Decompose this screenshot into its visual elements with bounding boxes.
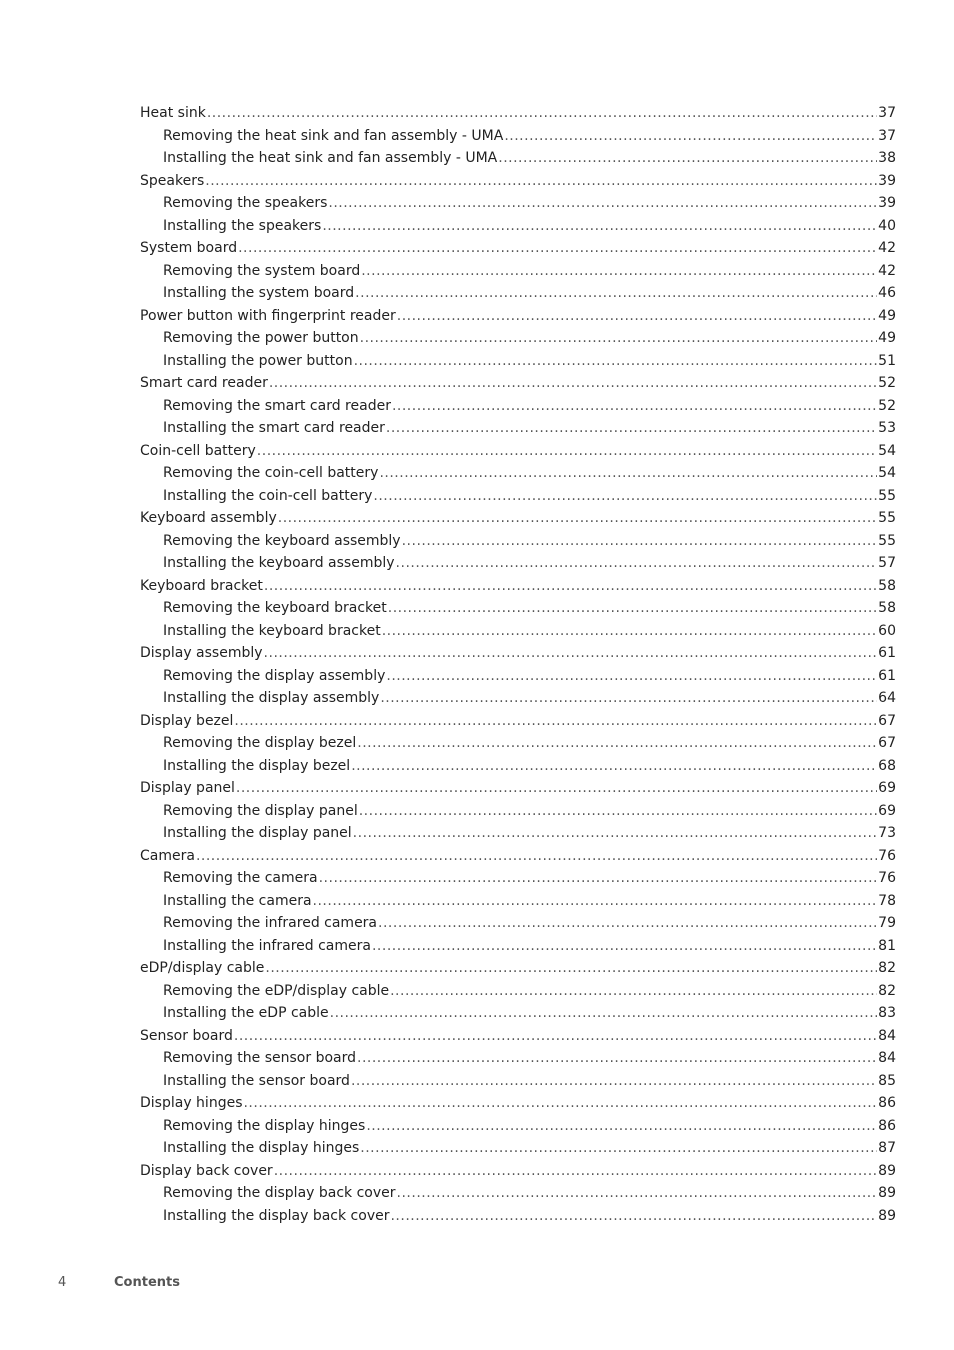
toc-entry-title: Installing the keyboard assembly bbox=[163, 555, 395, 571]
toc-entry[interactable] bbox=[140, 642, 896, 665]
toc-entry-title: Sensor board bbox=[140, 1027, 233, 1044]
toc-entry-title: Installing the keyboard bracket bbox=[163, 622, 381, 639]
toc-entry-title: Installing the sensor board bbox=[163, 1072, 350, 1089]
toc-entry-title: Installing the coin-cell battery bbox=[163, 487, 373, 504]
toc-entry-title: Keyboard bracket bbox=[140, 577, 263, 594]
toc-entry-page: 69 bbox=[878, 780, 896, 796]
toc-entry-page: 61 bbox=[878, 667, 896, 684]
toc-entry[interactable] bbox=[140, 485, 896, 508]
toc-entry[interactable] bbox=[140, 305, 896, 328]
toc-entry[interactable] bbox=[140, 530, 896, 553]
toc-entry[interactable] bbox=[140, 665, 896, 688]
toc-entry-page: 69 bbox=[878, 802, 896, 819]
toc-entry-page: 49 bbox=[878, 330, 896, 346]
toc-dot-leader bbox=[396, 552, 878, 575]
toc-entry-page: 76 bbox=[878, 870, 896, 886]
toc-dot-leader bbox=[402, 530, 878, 553]
toc-dot-leader bbox=[390, 980, 877, 1003]
toc-entry-title: Removing the smart card reader bbox=[163, 397, 391, 414]
toc-entry[interactable] bbox=[140, 1115, 896, 1138]
toc-dot-leader bbox=[388, 597, 877, 620]
toc-entry-page: 60 bbox=[878, 622, 896, 639]
toc-entry-page: 89 bbox=[878, 1162, 896, 1179]
toc-entry-page: 86 bbox=[878, 1117, 896, 1134]
toc-dot-leader bbox=[498, 147, 877, 170]
toc-entry-title: System board bbox=[140, 240, 238, 256]
toc-entry-title: Removing the display assembly bbox=[163, 667, 386, 684]
toc-entry-title: Keyboard assembly bbox=[140, 510, 277, 526]
toc-dot-leader bbox=[357, 1047, 877, 1070]
footer-page-number: 4 bbox=[58, 1275, 67, 1290]
toc-entry[interactable] bbox=[140, 147, 896, 170]
toc-entry-title: Removing the infrared camera bbox=[163, 915, 378, 931]
toc-entry-page: 55 bbox=[878, 487, 896, 504]
toc-entry[interactable] bbox=[140, 462, 896, 485]
toc-entry-page: 42 bbox=[878, 240, 896, 256]
toc-entry[interactable] bbox=[140, 800, 896, 823]
toc-entry-title: Heat sink bbox=[140, 105, 206, 121]
toc-entry-page: 84 bbox=[878, 1027, 896, 1044]
toc-entry-page: 84 bbox=[878, 1050, 896, 1066]
toc-entry-title: Display bezel bbox=[140, 712, 234, 729]
toc-dot-leader bbox=[319, 867, 878, 890]
toc-entry-title: Removing the display panel bbox=[163, 802, 358, 819]
toc-entry-page: 37 bbox=[878, 105, 896, 121]
toc-entry[interactable] bbox=[140, 102, 896, 125]
toc-dot-leader bbox=[380, 687, 877, 710]
toc-dot-leader bbox=[274, 1160, 877, 1183]
toc-entry-title: Installing the display back cover bbox=[163, 1207, 390, 1224]
toc-entry[interactable] bbox=[140, 620, 896, 643]
toc-entry[interactable] bbox=[140, 260, 896, 283]
toc-entry-page: 89 bbox=[878, 1185, 896, 1201]
toc-dot-leader bbox=[361, 260, 877, 283]
toc-dot-leader bbox=[322, 215, 877, 238]
toc-entry-page: 52 bbox=[878, 397, 896, 414]
toc-entry-page: 89 bbox=[878, 1207, 896, 1224]
toc-entry-title: Installing the camera bbox=[163, 892, 312, 909]
toc-entry-page: 78 bbox=[878, 892, 896, 909]
toc-entry[interactable] bbox=[140, 957, 896, 980]
toc-dot-leader bbox=[397, 305, 877, 328]
toc-dot-leader bbox=[366, 1115, 877, 1138]
toc-dot-leader bbox=[360, 327, 878, 350]
toc-entry-title: Removing the sensor board bbox=[163, 1050, 356, 1066]
toc-entry[interactable] bbox=[140, 890, 896, 913]
toc-dot-leader bbox=[378, 912, 877, 935]
toc-entry[interactable] bbox=[140, 552, 896, 575]
toc-entry[interactable] bbox=[140, 822, 896, 845]
toc-entry[interactable] bbox=[140, 125, 896, 148]
toc-entry[interactable] bbox=[140, 417, 896, 440]
toc-entry-title: Removing the display back cover bbox=[163, 1185, 396, 1201]
toc-dot-leader bbox=[234, 710, 877, 733]
toc-entry-page: 54 bbox=[878, 465, 896, 481]
toc-entry[interactable] bbox=[140, 980, 896, 1003]
toc-entry-title: Installing the display panel bbox=[163, 825, 352, 841]
toc-entry-page: 58 bbox=[878, 600, 896, 616]
toc-entry-title: Display panel bbox=[140, 780, 235, 796]
toc-entry[interactable] bbox=[140, 1092, 896, 1115]
toc-entry-title: Display assembly bbox=[140, 645, 263, 661]
toc-dot-leader bbox=[392, 395, 877, 418]
toc-entry-page: 86 bbox=[878, 1095, 896, 1111]
toc-entry[interactable] bbox=[140, 1047, 896, 1070]
toc-entry[interactable] bbox=[140, 935, 896, 958]
table-of-contents bbox=[140, 102, 896, 1227]
toc-entry-page: 39 bbox=[878, 195, 896, 211]
toc-entry[interactable] bbox=[140, 845, 896, 868]
toc-dot-leader bbox=[243, 1092, 877, 1115]
toc-entry[interactable] bbox=[140, 1205, 896, 1228]
toc-entry-page: 54 bbox=[878, 442, 896, 459]
toc-dot-leader bbox=[257, 440, 877, 463]
toc-entry[interactable] bbox=[140, 1182, 896, 1205]
toc-entry-title: Coin-cell battery bbox=[140, 442, 256, 459]
toc-entry-title: Smart card reader bbox=[140, 375, 268, 391]
toc-entry-title: Installing the display bezel bbox=[163, 757, 351, 774]
toc-entry-page: 51 bbox=[878, 352, 896, 369]
toc-entry-page: 64 bbox=[878, 690, 896, 706]
toc-entry-title: Installing the speakers bbox=[163, 217, 322, 234]
toc-dot-leader bbox=[357, 732, 877, 755]
toc-dot-leader bbox=[353, 822, 878, 845]
toc-dot-leader bbox=[373, 485, 877, 508]
toc-entry[interactable] bbox=[140, 327, 896, 350]
toc-entry-page: 81 bbox=[878, 937, 896, 954]
toc-entry-page: 85 bbox=[878, 1072, 896, 1089]
toc-dot-leader bbox=[205, 170, 877, 193]
toc-dot-leader bbox=[196, 845, 877, 868]
toc-entry[interactable] bbox=[140, 710, 896, 733]
toc-dot-leader bbox=[278, 507, 877, 530]
toc-entry-title: Installing the smart card reader bbox=[163, 420, 385, 436]
toc-dot-leader bbox=[504, 125, 877, 148]
toc-entry-title: Removing the display hinges bbox=[163, 1117, 366, 1134]
toc-entry-title: Removing the coin-cell battery bbox=[163, 465, 379, 481]
toc-entry-title: eDP/display cable bbox=[140, 960, 265, 976]
toc-entry-page: 82 bbox=[878, 982, 896, 999]
toc-dot-leader bbox=[390, 1205, 877, 1228]
toc-entry-title: Installing the display hinges bbox=[163, 1140, 360, 1156]
toc-dot-leader bbox=[207, 102, 877, 125]
toc-dot-leader bbox=[382, 620, 877, 643]
toc-entry[interactable] bbox=[140, 1025, 896, 1048]
toc-entry-page: 82 bbox=[878, 960, 896, 976]
toc-dot-leader bbox=[234, 1025, 877, 1048]
toc-entry-title: Speakers bbox=[140, 172, 205, 189]
toc-dot-leader bbox=[359, 800, 877, 823]
toc-entry-page: 57 bbox=[878, 555, 896, 571]
toc-entry[interactable] bbox=[140, 597, 896, 620]
toc-dot-leader bbox=[264, 642, 878, 665]
toc-entry-page: 76 bbox=[878, 847, 896, 864]
toc-entry-title: Installing the display assembly bbox=[163, 690, 380, 706]
toc-entry-page: 79 bbox=[878, 915, 896, 931]
toc-dot-leader bbox=[313, 890, 878, 913]
toc-entry[interactable] bbox=[140, 1070, 896, 1093]
toc-entry-title: Installing the eDP cable bbox=[163, 1005, 329, 1021]
toc-dot-leader bbox=[360, 1137, 877, 1160]
toc-entry-title: Removing the camera bbox=[163, 870, 318, 886]
toc-dot-leader bbox=[355, 282, 877, 305]
toc-entry-title: Removing the keyboard bracket bbox=[163, 600, 387, 616]
toc-dot-leader bbox=[238, 237, 877, 260]
toc-entry[interactable] bbox=[140, 777, 896, 800]
toc-dot-leader bbox=[354, 350, 878, 373]
toc-entry[interactable] bbox=[140, 1002, 896, 1025]
toc-entry-page: 55 bbox=[878, 510, 896, 526]
toc-entry[interactable] bbox=[140, 440, 896, 463]
toc-dot-leader bbox=[351, 1070, 877, 1093]
toc-dot-leader bbox=[269, 372, 877, 395]
toc-dot-leader bbox=[386, 665, 877, 688]
toc-entry-title: Display hinges bbox=[140, 1095, 243, 1111]
toc-entry-title: Installing the system board bbox=[163, 285, 355, 301]
toc-entry-title: Removing the eDP/display cable bbox=[163, 982, 390, 999]
toc-entry[interactable] bbox=[140, 912, 896, 935]
toc-entry-title: Installing the heat sink and fan assembly - UMA bbox=[163, 150, 498, 166]
toc-entry-page: 42 bbox=[878, 262, 896, 279]
toc-entry-page: 61 bbox=[878, 645, 896, 661]
toc-entry-page: 83 bbox=[878, 1005, 896, 1021]
toc-dot-leader bbox=[351, 755, 877, 778]
toc-entry-title: Installing the power button bbox=[163, 352, 353, 369]
toc-entry-page: 49 bbox=[878, 307, 896, 324]
toc-entry-title: Power button with fingerprint reader bbox=[140, 307, 396, 324]
toc-entry-page: 55 bbox=[878, 532, 896, 549]
toc-entry-title: Removing the speakers bbox=[163, 195, 328, 211]
toc-entry-page: 67 bbox=[878, 712, 896, 729]
toc-entry[interactable] bbox=[140, 282, 896, 305]
toc-entry-title: Removing the heat sink and fan assembly - UMA bbox=[163, 127, 504, 144]
toc-entry[interactable] bbox=[140, 395, 896, 418]
toc-dot-leader bbox=[328, 192, 877, 215]
toc-entry-title: Display back cover bbox=[140, 1162, 273, 1179]
footer-section-label: Contents bbox=[114, 1275, 180, 1290]
toc-entry[interactable] bbox=[140, 1137, 896, 1160]
toc-entry-title: Removing the keyboard assembly bbox=[163, 532, 401, 549]
toc-dot-leader bbox=[236, 777, 877, 800]
toc-entry-page: 87 bbox=[878, 1140, 896, 1156]
toc-entry[interactable] bbox=[140, 732, 896, 755]
toc-entry[interactable] bbox=[140, 867, 896, 890]
toc-entry[interactable] bbox=[140, 372, 896, 395]
toc-entry[interactable] bbox=[140, 507, 896, 530]
toc-dot-leader bbox=[330, 1002, 878, 1025]
toc-dot-leader bbox=[264, 575, 877, 598]
toc-entry-page: 40 bbox=[878, 217, 896, 234]
toc-entry-page: 53 bbox=[878, 420, 896, 436]
toc-entry-page: 38 bbox=[878, 150, 896, 166]
toc-dot-leader bbox=[372, 935, 877, 958]
toc-entry[interactable] bbox=[140, 1160, 896, 1183]
toc-entry[interactable] bbox=[140, 575, 896, 598]
toc-entry-page: 68 bbox=[878, 757, 896, 774]
toc-entry-title: Removing the power button bbox=[163, 330, 359, 346]
toc-entry[interactable] bbox=[140, 755, 896, 778]
toc-entry-page: 39 bbox=[878, 172, 896, 189]
toc-entry-page: 73 bbox=[878, 825, 896, 841]
toc-entry-title: Installing the infrared camera bbox=[163, 937, 371, 954]
toc-dot-leader bbox=[265, 957, 877, 980]
toc-dot-leader bbox=[379, 462, 877, 485]
toc-entry[interactable] bbox=[140, 192, 896, 215]
toc-entry-title: Camera bbox=[140, 847, 195, 864]
toc-entry[interactable] bbox=[140, 350, 896, 373]
toc-entry[interactable] bbox=[140, 687, 896, 710]
toc-entry-title: Removing the display bezel bbox=[163, 735, 357, 751]
toc-entry-page: 46 bbox=[878, 285, 896, 301]
toc-entry-page: 58 bbox=[878, 577, 896, 594]
toc-entry[interactable] bbox=[140, 215, 896, 238]
toc-entry-page: 37 bbox=[878, 127, 896, 144]
toc-entry-page: 52 bbox=[878, 375, 896, 391]
toc-entry[interactable] bbox=[140, 170, 896, 193]
toc-dot-leader bbox=[386, 417, 877, 440]
toc-entry-title: Removing the system board bbox=[163, 262, 361, 279]
toc-entry[interactable] bbox=[140, 237, 896, 260]
toc-dot-leader bbox=[397, 1182, 878, 1205]
toc-entry-page: 67 bbox=[878, 735, 896, 751]
